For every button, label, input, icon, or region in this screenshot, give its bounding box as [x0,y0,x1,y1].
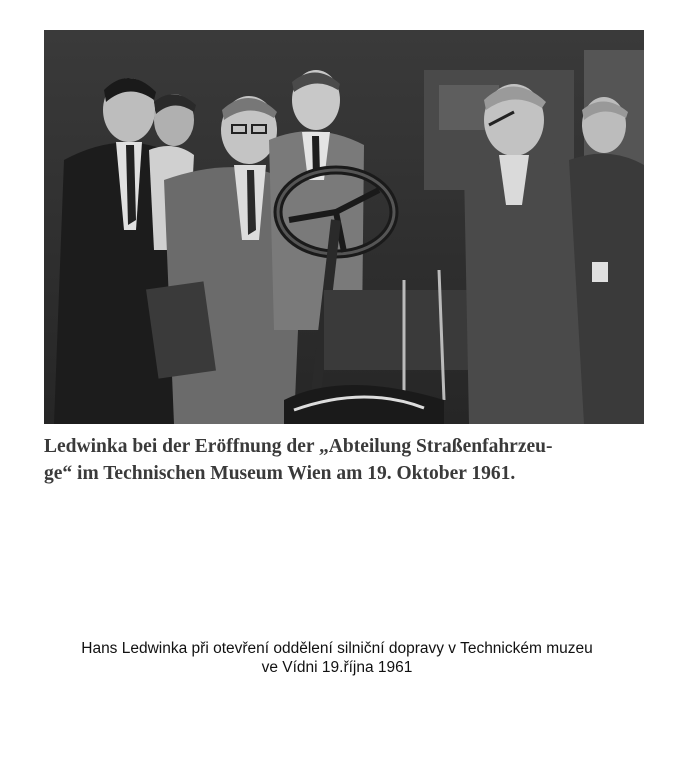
caption-czech-line-2: ve Vídni 19.října 1961 [261,659,413,676]
photo-illustration [44,30,644,424]
caption-german-line-2: ge“ im Technischen Museum Wien am 19. Oktober 1961. [44,463,516,484]
caption-czech [0,639,674,677]
caption-german-line-1: Ledwinka bei der Eröffnung der „Abteilung Straßenfahrzeu- [44,436,553,457]
caption-czech-line-1: Hans Ledwinka při otevření oddělení silniční dopravy v Technickém muzeu [81,640,593,657]
historical-photo [44,30,644,424]
caption-german [44,433,654,487]
